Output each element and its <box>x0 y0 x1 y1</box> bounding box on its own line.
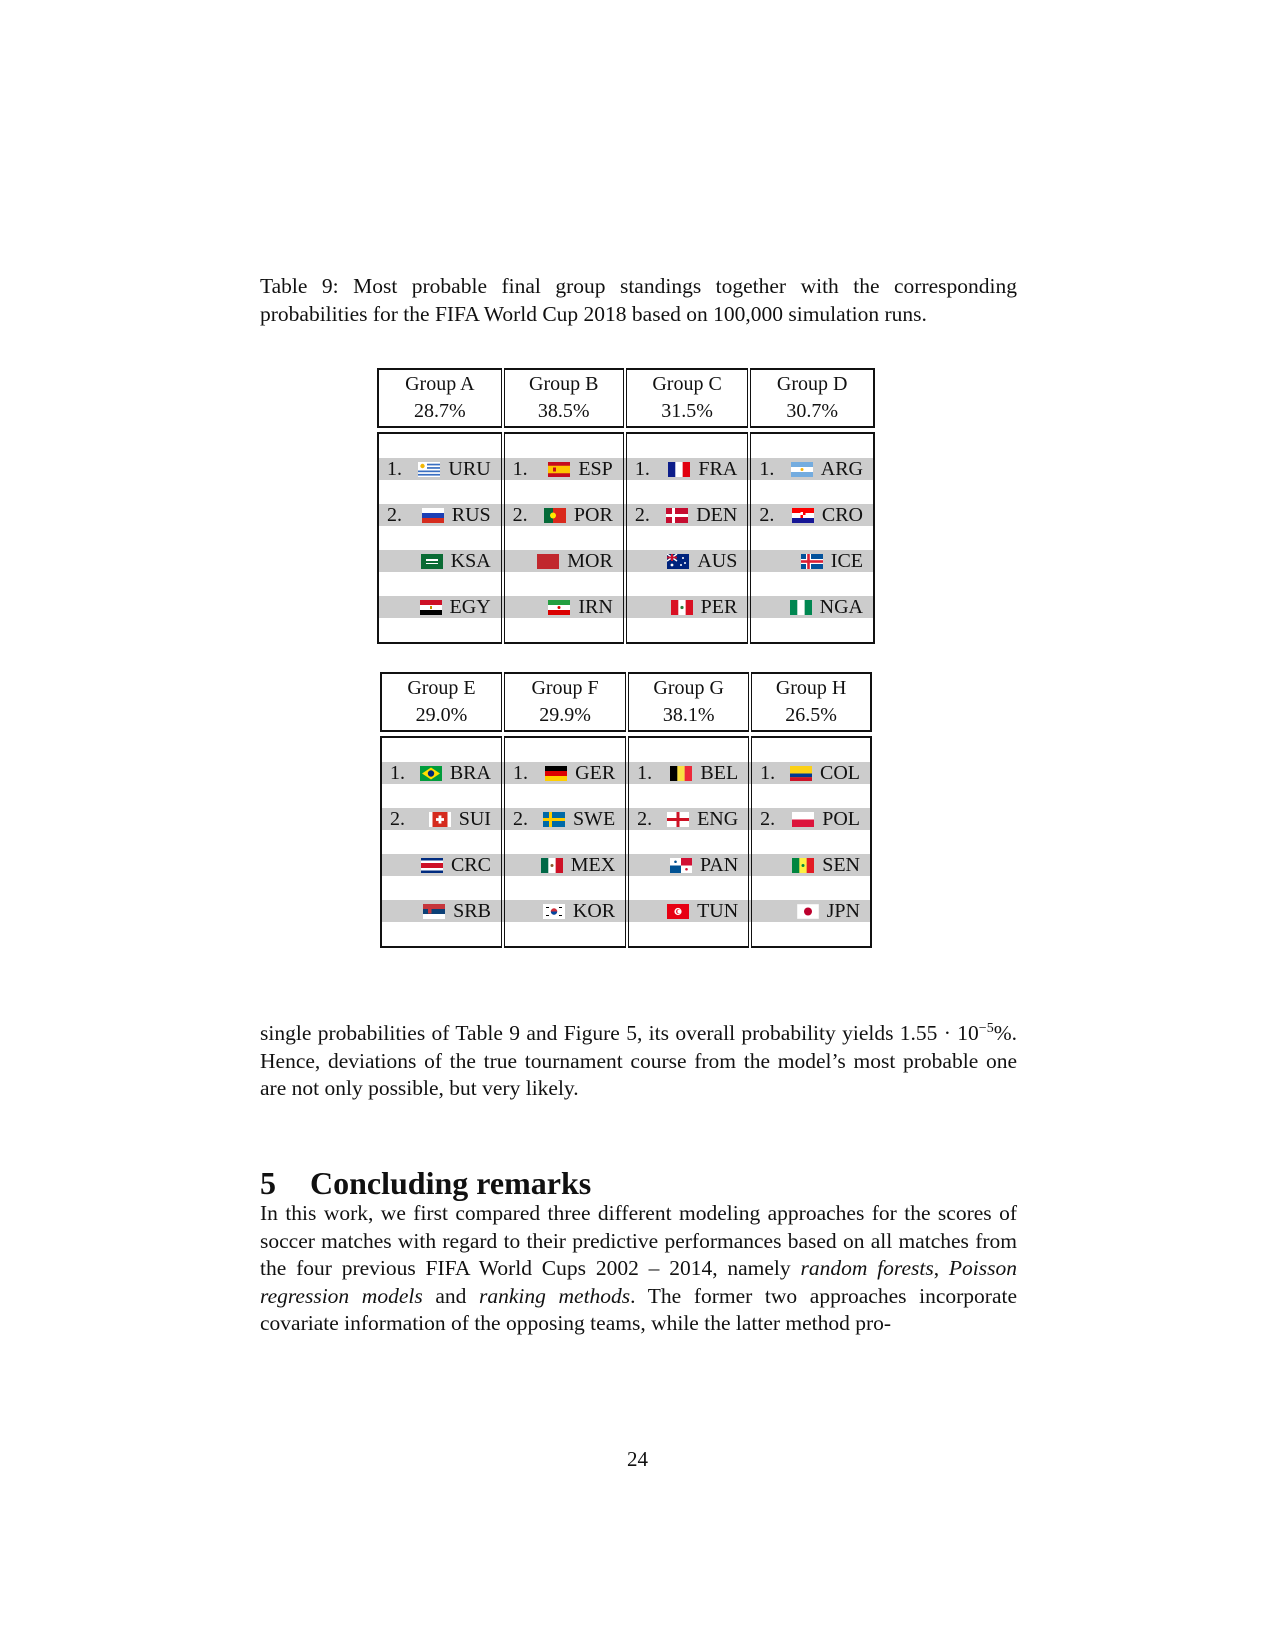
paragraph-concluding-part: , <box>933 1256 949 1280</box>
team-cell <box>381 900 503 922</box>
group-header <box>749 369 874 427</box>
team-cell <box>381 854 503 876</box>
team-cell <box>381 762 503 784</box>
team-cell <box>750 762 871 784</box>
swe-flag-icon <box>543 812 565 827</box>
group-name: Group E <box>407 677 476 699</box>
group-probability: 29.0% <box>415 704 468 726</box>
group-name: Group C <box>652 373 722 395</box>
group-name: Group G <box>653 677 724 699</box>
term-ranking-methods: ranking methods <box>479 1283 631 1308</box>
paragraph-concluding-part: In this work, we first compared three different modeling approaches for the scores of soccer matches with regard to their predictive performances based on all matches from the four previous FIFA World Cups 2002 – 2014, namely <box>260 1201 1017 1280</box>
team-cell <box>503 854 627 876</box>
standing-row <box>381 762 871 784</box>
team-code: EGY <box>449 596 491 618</box>
cro-flag-icon <box>792 508 814 523</box>
team-cell <box>627 762 750 784</box>
kor-flag-icon <box>543 904 565 919</box>
group-header <box>503 673 627 731</box>
team-cell <box>750 808 871 830</box>
team-cell <box>627 808 750 830</box>
section-heading <box>260 1165 591 1202</box>
uru-flag-icon <box>418 462 440 477</box>
team-rank: 2. <box>390 808 405 830</box>
section-number: 5 <box>260 1165 276 1201</box>
term-poisson-regression: Poisson regression models <box>260 1256 1017 1308</box>
team-rank: 2. <box>387 504 402 526</box>
team-cell <box>625 550 750 572</box>
standing-row <box>381 900 871 922</box>
ger-flag-icon <box>545 766 567 781</box>
team-cell <box>378 504 503 526</box>
per-flag-icon <box>671 600 693 615</box>
ice-flag-icon <box>801 554 823 569</box>
group-header <box>503 369 625 427</box>
team-cell <box>378 550 503 572</box>
standing-row <box>378 550 874 572</box>
egy-flag-icon <box>420 600 442 615</box>
group-probability: 28.7% <box>413 400 466 422</box>
team-code: TUN <box>697 900 739 922</box>
team-rank: 1. <box>387 458 402 480</box>
fra-flag-icon <box>668 462 690 477</box>
team-code: NGA <box>819 596 863 618</box>
team-code: PER <box>700 596 738 618</box>
team-code: KOR <box>572 900 616 922</box>
paragraph-concluding-part: and <box>422 1283 479 1308</box>
group-probability: 26.5% <box>785 704 837 726</box>
team-cell <box>627 854 750 876</box>
team-code: SWE <box>572 808 616 830</box>
ksa-flag-icon <box>421 554 443 569</box>
team-rank: 2. <box>512 808 528 830</box>
exponent: −5 <box>978 1020 994 1036</box>
group-header <box>750 673 871 731</box>
team-cell <box>627 900 750 922</box>
team-rank: 1. <box>390 762 405 784</box>
group-probability: 31.5% <box>661 400 713 422</box>
col-flag-icon <box>790 766 812 781</box>
paragraph-concluding <box>260 1200 1017 1338</box>
team-code: SRB <box>453 900 491 922</box>
team-code: ICE <box>830 550 863 572</box>
term-random-forests: random forests <box>800 1256 934 1280</box>
team-cell <box>503 808 627 830</box>
paragraph-probability-text: single probabilities of Table 9 and Figure 5, its overall probability yields 1.55 · 10 <box>260 1021 979 1045</box>
group-probability: 29.9% <box>539 704 591 726</box>
team-code: RUS <box>451 504 491 526</box>
table-caption: Table 9: Most probable final group standings together with the corresponding probabilities for the FIFA World Cup 2018 based on 100,000 simulation runs. <box>260 274 1017 326</box>
team-cell <box>625 504 750 526</box>
group-header <box>378 369 503 427</box>
group-name: Group D <box>776 373 848 395</box>
team-code: POL <box>822 808 860 830</box>
crc-flag-icon <box>421 858 443 873</box>
team-code: ESP <box>578 458 613 480</box>
team-cell <box>503 762 627 784</box>
team-rank: 1. <box>512 762 528 784</box>
team-code: GER <box>575 762 616 784</box>
paragraph-concluding-part: . The former two approaches incorporate covariate information of the opposing teams, while the latter method pro- <box>260 1283 1018 1335</box>
team-code: MEX <box>570 854 616 876</box>
bel-flag-icon <box>670 766 692 781</box>
group-name: Group A <box>405 373 475 395</box>
esp-flag-icon <box>548 462 570 477</box>
standing-row <box>381 808 871 830</box>
team-rank: 2. <box>637 808 653 830</box>
mex-flag-icon <box>541 858 563 873</box>
team-code: DEN <box>696 504 738 526</box>
irn-flag-icon <box>548 600 570 615</box>
bra-flag-icon <box>420 766 442 781</box>
team-rank: 2. <box>759 504 775 526</box>
team-code: AUS <box>697 550 738 572</box>
por-flag-icon <box>544 508 566 523</box>
team-cell <box>750 854 871 876</box>
arg-flag-icon <box>791 462 813 477</box>
group-name: Group H <box>775 677 847 699</box>
team-cell <box>503 900 627 922</box>
team-cell <box>503 596 625 618</box>
team-code: MOR <box>567 550 613 572</box>
group-probability: 38.1% <box>662 704 715 726</box>
team-cell <box>625 596 750 618</box>
team-code: KSA <box>450 550 491 572</box>
group-header <box>625 369 750 427</box>
team-code: URU <box>448 458 491 480</box>
team-code: BRA <box>449 762 491 784</box>
team-code: IRN <box>578 596 613 618</box>
group-header <box>627 673 750 731</box>
team-cell <box>378 596 503 618</box>
group-probability: 30.7% <box>786 400 838 422</box>
pan-flag-icon <box>670 858 692 873</box>
team-code: SEN <box>822 854 860 876</box>
team-code: COL <box>820 762 860 784</box>
team-rank: 1. <box>637 762 653 784</box>
team-rank: 2. <box>634 504 650 526</box>
team-code: CRO <box>821 504 863 526</box>
group-standings-table-top <box>377 368 875 644</box>
mor-flag-icon <box>537 554 559 569</box>
group-name: Group F <box>531 677 599 699</box>
team-cell <box>503 550 625 572</box>
standing-row <box>381 854 871 876</box>
team-code: BEL <box>700 762 739 784</box>
paragraph-probability-text-end: %. Hence, deviations of the true tournament course from the model’s most probable one are not only possible, but very likely. <box>260 1021 1017 1100</box>
paragraph-probability <box>260 1020 1017 1103</box>
team-code: ENG <box>697 808 739 830</box>
team-cell <box>381 808 503 830</box>
team-code: SUI <box>458 808 491 830</box>
team-rank: 2. <box>760 808 776 830</box>
group-probability: 38.5% <box>537 400 590 422</box>
team-rank: 1. <box>634 458 650 480</box>
team-cell <box>503 504 625 526</box>
rus-flag-icon <box>422 508 444 523</box>
sui-flag-icon <box>429 812 451 827</box>
group-standings-table-bottom <box>380 672 872 948</box>
sen-flag-icon <box>792 858 814 873</box>
team-cell <box>749 504 874 526</box>
team-rank: 1. <box>759 458 775 480</box>
eng-flag-icon <box>667 812 689 827</box>
pol-flag-icon <box>792 812 814 827</box>
srb-flag-icon <box>423 904 445 919</box>
team-code: POR <box>573 504 613 526</box>
team-code: CRC <box>450 854 491 876</box>
team-rank: 1. <box>760 762 776 784</box>
standing-row <box>378 458 874 480</box>
team-code: FRA <box>698 458 738 480</box>
team-cell <box>503 458 625 480</box>
team-cell <box>749 458 874 480</box>
team-cell <box>378 458 503 480</box>
aus-flag-icon <box>667 554 689 569</box>
team-cell <box>749 596 874 618</box>
nga-flag-icon <box>790 600 812 615</box>
group-name: Group B <box>529 373 599 395</box>
team-cell <box>625 458 750 480</box>
team-cell <box>749 550 874 572</box>
standing-row <box>378 504 874 526</box>
team-rank: 1. <box>512 458 528 480</box>
standing-row <box>378 596 874 618</box>
group-header <box>381 673 503 731</box>
team-code: JPN <box>826 900 860 922</box>
tun-flag-icon <box>667 904 689 919</box>
jpn-flag-icon <box>797 904 819 919</box>
team-code: ARG <box>820 458 863 480</box>
team-cell <box>750 900 871 922</box>
team-rank: 2. <box>512 504 528 526</box>
den-flag-icon <box>666 508 688 523</box>
page-number: 24 <box>627 1447 648 1471</box>
section-title: Concluding remarks <box>310 1165 592 1201</box>
team-code: PAN <box>699 854 739 876</box>
